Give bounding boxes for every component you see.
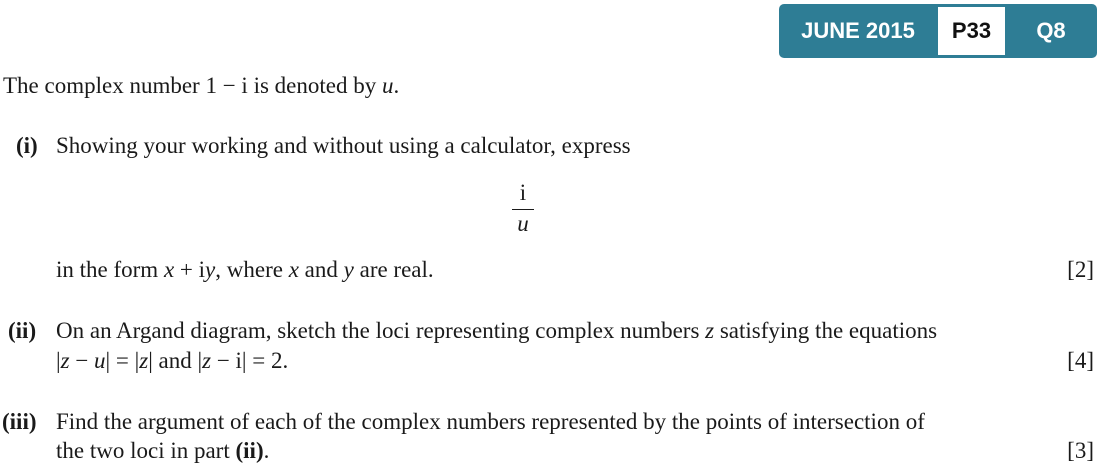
question-intro — [3, 72, 399, 100]
fraction-numerator: i — [519, 180, 527, 205]
fraction-bar — [512, 209, 534, 210]
fraction-i-over-u — [512, 180, 534, 236]
exam-session-label: JUNE 2015 — [801, 18, 915, 43]
part-iii-marks: [3] — [1067, 438, 1094, 463]
intro-variable: u — [381, 73, 394, 98]
part-ii-marks: [4] — [1067, 348, 1094, 373]
part-iii-text: the two loci in part — [56, 438, 236, 463]
expr-y: y — [205, 257, 216, 282]
eq-end: − i| = 2. — [211, 348, 289, 373]
part-iii-label: (iii) — [2, 409, 37, 434]
and-text: and — [298, 257, 344, 282]
part-ii-text-end: satisfying the equations — [714, 318, 938, 343]
paper-code-label: P33 — [938, 7, 1005, 55]
question-number-label: Q8 — [1036, 18, 1066, 43]
intro-text: The complex number 1 − i is denoted by — [3, 73, 382, 98]
eq-bar: | — [56, 348, 61, 373]
part-ii-instruction — [56, 317, 937, 345]
fraction-denominator: u — [517, 211, 529, 236]
var-y: y — [343, 257, 354, 282]
eq-u: u — [94, 348, 106, 373]
eq-minus: − — [69, 348, 95, 373]
real-text: are real. — [353, 257, 434, 282]
question-badge — [779, 4, 1097, 58]
part-iii-line2 — [56, 437, 269, 465]
part-i-marks: [2] — [1067, 257, 1094, 282]
part-i-form-line — [56, 256, 434, 284]
expr-x: x — [163, 257, 175, 282]
part-iii-instruction: Find the argument of each of the complex numbers represented by the points of intersection of — [56, 409, 925, 434]
part-iii-text-end: . — [263, 438, 270, 463]
part-ii-text: On an Argand diagram, sketch the loci representing complex numbers — [56, 318, 706, 343]
form-text: in the form — [56, 257, 164, 282]
var-x: x — [288, 257, 299, 282]
expr-plus-i: + i — [174, 257, 206, 282]
part-ii-label: (ii) — [8, 318, 37, 343]
eq-equals: | = | — [105, 348, 140, 373]
part-reference: (ii) — [235, 438, 264, 463]
part-i-instruction: Showing your working and without using a calculator, express — [56, 133, 631, 158]
part-ii-equations — [56, 347, 288, 375]
eq-z: z — [202, 348, 212, 373]
eq-and: | and | — [148, 348, 203, 373]
eq-z: z — [139, 348, 149, 373]
part-i-label: (i) — [16, 133, 38, 158]
var-z: z — [705, 318, 715, 343]
intro-end: . — [393, 73, 400, 98]
eq-z: z — [60, 348, 70, 373]
where-text: , where — [215, 257, 289, 282]
